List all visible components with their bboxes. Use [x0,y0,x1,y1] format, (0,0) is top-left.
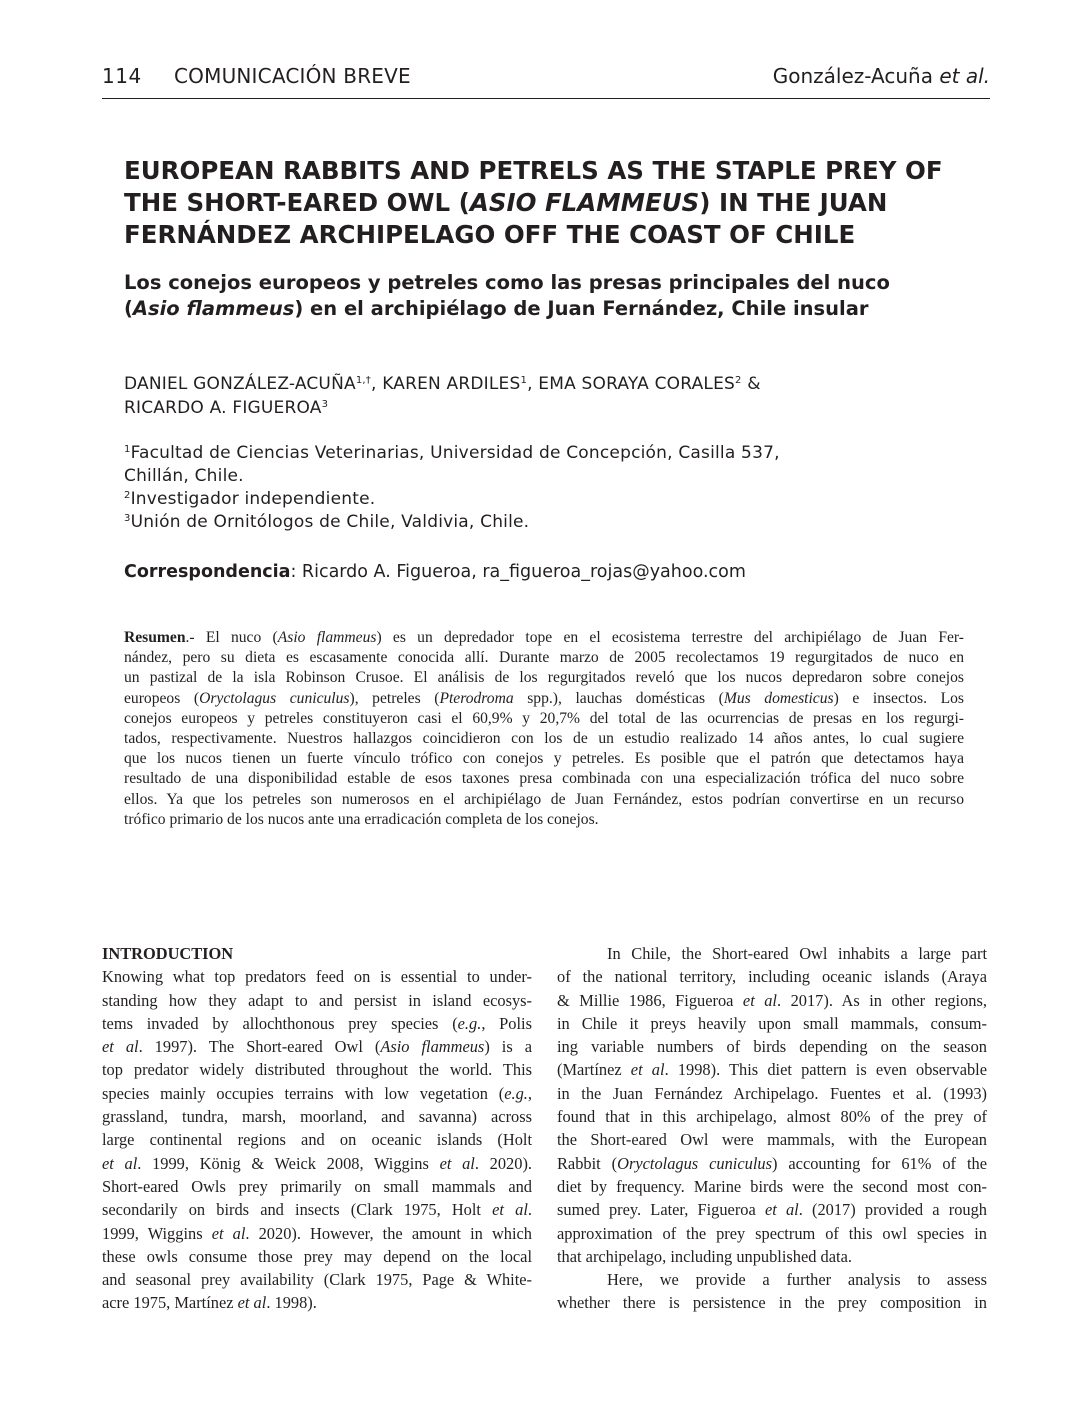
body-line: In Chile, the Short-eared Owl inhabits a large part [607,944,987,963]
title-line: THE SHORT-EARED OWL (ASIO FLAMMEUS) IN THE JUAN [124,188,888,217]
body-line: Knowing what top predators feed on is essential to under- [102,967,532,987]
body-line: secondarily on birds and insects (Clark 1975, Holt et al. [102,1200,533,1220]
body-line: that archipelago, including unpublished data. [557,1246,852,1266]
running-authors: González-Acuña et al. [772,64,990,88]
title-line: EUROPEAN RABBITS AND PETRELS AS THE STAPLE PREY OF [124,156,943,185]
body-line: et al. 1999, König & Weick 2008, Wiggins et al. 2020). [102,1153,532,1173]
affiliation-1: $^1$Facultad de Ciencias Veterinarias, Universidad de Concepción, Casilla 537, [124,443,780,463]
body-line: in Chile it preys heavily upon small mammals, consum- [557,1013,987,1033]
body-line: Here, we provide a further analysis to assess [607,1270,987,1290]
body-line: approximation of the prey spectrum of this owl species in [557,1223,987,1243]
body-line: tems invaded by allochthonous prey species (e.g., Polis [102,1013,532,1033]
section-label: COMUNICACIÓN BREVE [174,64,411,88]
affiliations [124,442,964,534]
section-heading-introduction: INTRODUCTION [102,944,234,963]
abstract-line: conejos europeos y petreles constituyeron casi el 60,9% y 20,7% del total de las ocurrencias de presas en los regurgi- [124,709,964,727]
body-line: diet by frequency. Marine birds were the second most con- [557,1176,987,1196]
abstract-line: un pastizal de la isla Robinson Crusoe. El análisis de los regurgitados reveló que los nucos depredaron sobre conejos [124,669,964,687]
body-line: and seasonal prey availability (Clark 1975, Page & White- [102,1270,532,1290]
affiliation-1-cont: Chillán, Chile. [124,466,244,486]
body-line: whether there is persistence in the prey composition in [557,1293,987,1313]
header-rule [102,98,990,99]
abstract-line: Resumen.- El nuco (Asio flammeus) es un depredador tope en el ecosistema terrestre del archipiélago de Juan Fer- [124,629,964,646]
body-line: top predator widely distributed throughout the world. This [102,1060,532,1080]
body-line: acre 1975, Martínez et al. 1998). [102,1293,317,1313]
author-line: DANIEL GONZÁLEZ-$ACUÑA^{1,\dagger}$, KAREN ARDILES$^1$, EMA SORAYA CORALES$^2$ & [124,374,761,394]
abstract-line: que los nucos tienen un fuerte vínculo trófico con conejos y petreles. Es posible que el patrón que detectamos haya [124,750,964,768]
abstract-line: trófico primario de los nucos ante una erradicación completa de los conejos. [124,810,599,828]
body-column-right [557,942,987,1315]
abstract-line: tados, respectivamente. Nuestros hallazgos coincidieron con los de un estudio realizado 14 años antes, lo cual sugiere [124,730,964,748]
body-line: in the Juan Fernández Archipelago. Fuentes et al. (1993) [557,1083,987,1103]
subtitle-line: Los conejos europeos y petreles como las presas principales del nuco [124,271,890,294]
author-list [124,372,964,420]
body-line: ing variable numbers of birds depending on the season [557,1037,987,1057]
article-subtitle [124,270,964,322]
abstract [124,628,964,830]
abstract-line: nández, pero su dieta es escasamente conocida allí. Durante marzo de 2005 recolectamos 19 regurgitados de nuco en [124,649,964,667]
author-line: RICARDO A. FIGUEROA$^3$ [124,398,329,418]
body-line: sumed prey. Later, Figueroa et al. (2017) provided a rough [557,1200,988,1220]
body-line: (Martínez et al. 1998). This diet pattern is even observable [557,1060,988,1080]
body-line: standing how they adapt to and persist in island ecosys- [102,990,532,1010]
abstract-line: ellos. Ya que los petreles son numerosos en el archipiélago de Juan Fernández, estos podrían convertirse en un recurso [124,790,964,808]
article-title [124,155,964,251]
body-line: species mainly occupies terrains with low vegetation (e.g., [102,1083,532,1103]
body-line: & Millie 1986, Figueroa et al. 2017). As in other regions, [557,990,987,1010]
abstract-line: europeos (Oryctolagus cuniculus), petreles (Pterodroma spp.), lauchas domésticas (Mus domesticus) e insectos. Los [124,689,964,707]
correspondence-text: : Ricardo A. Figueroa, ra_figueroa_rojas@yahoo.com [290,562,746,582]
body-line: of the national territory, including oceanic islands (Araya [557,967,987,987]
page-number: 114 [102,64,142,88]
body-column-left [102,942,532,1315]
abstract-line: resultado de una disponibilidad estable de esos taxones presa combinada con una especialización trófica del nuco sobre [124,770,964,788]
correspondence-label: Correspondencia [124,562,291,582]
body-line: grassland, tundra, marsh, moorland, and savanna) across [102,1107,532,1127]
body-line: these owls consume those prey may depend on the local [102,1246,532,1266]
correspondence [124,560,964,584]
body-line: found that in this archipelago, almost 80% of the prey of [557,1107,987,1127]
body-line: et al. 1997). The Short-eared Owl (Asio flammeus) is a [102,1037,532,1057]
affiliation-2: $^2$Investigador independiente. [124,489,376,509]
body-line: 1999, Wiggins et al. 2020). However, the amount in which [102,1223,533,1243]
body-line: large continental regions and on oceanic islands (Holt [102,1130,532,1150]
running-head [102,60,990,94]
affiliation-3: $^3$Unión de Ornitólogos de Chile, Valdivia, Chile. [124,512,530,532]
body-line: the Short-eared Owl were mammals, with the European [557,1130,987,1150]
body-line: Short-eared Owls prey primarily on small mammals and [102,1176,532,1196]
title-line: FERNÁNDEZ ARCHIPELAGO OFF THE COAST OF CHILE [124,220,856,249]
body-line: Rabbit (Oryctolagus cuniculus) accounting for 61% of the [557,1153,987,1173]
subtitle-line: (Asio flammeus) en el archipiélago de Juan Fernández, Chile insular [124,297,869,320]
